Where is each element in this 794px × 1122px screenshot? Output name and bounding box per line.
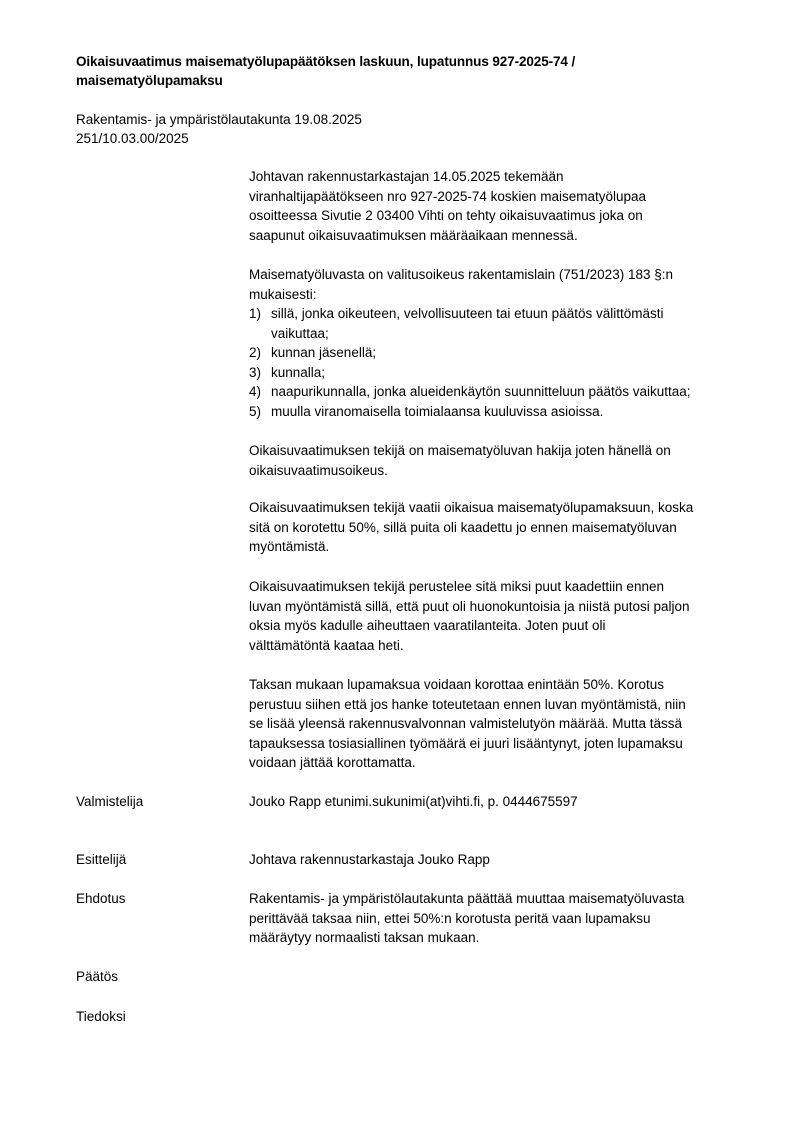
paragraph-claim xyxy=(249,498,749,557)
text-line: perustuu siihen että jos hanke toteutetaan ennen luvan myöntämistä, niin xyxy=(249,696,686,712)
list-item xyxy=(249,363,749,383)
list-number: 1) xyxy=(249,306,262,321)
proposal-label: Ehdotus xyxy=(76,891,126,906)
paragraph-justification xyxy=(249,577,749,655)
list-item xyxy=(249,324,749,344)
board-date-line: Rakentamis- ja ympäristölautakunta 19.08.2025 xyxy=(76,112,362,127)
text-line: luvan myöntämistä sillä, että puut oli huonokuntoisia ja niistä putosi paljon xyxy=(249,598,690,614)
list-text: kunnalla; xyxy=(271,364,326,380)
text-line: Maisematyöluvasta on valitusoikeus rakentamislain (751/2023) 183 §:n xyxy=(249,267,673,282)
presenter-value: Johtava rakennustarkastaja Jouko Rapp xyxy=(249,852,490,867)
text-line: määräytyy normaalisti taksan mukaan. xyxy=(249,930,480,945)
text-line: oksia myös kadulle aiheuttaen vaaratilanteita. Joten puut oli xyxy=(249,618,606,633)
list-item xyxy=(249,343,749,363)
paragraph-background xyxy=(249,167,749,245)
for-information-label: Tiedoksi xyxy=(76,1009,126,1024)
text-line: viranhaltijapäätökseen nro 927-2025-74 koskien maisematyölupaa xyxy=(249,188,646,204)
list-text: vaikuttaa; xyxy=(271,325,329,341)
meeting-meta xyxy=(76,110,362,148)
proposal-value xyxy=(249,889,684,948)
list-text: naapurikunnalla, jonka alueidenkäytön suunnitteluun päätös vaikuttaa; xyxy=(271,384,691,399)
list-item xyxy=(249,304,749,324)
text-line: mukaisesti: xyxy=(249,286,317,302)
text-line: voidaan jättää korottamatta. xyxy=(249,755,416,770)
text-line: tapauksessa tosiasiallinen työmäärä ei juuri lisääntynyt, joten lupamaksu xyxy=(249,735,683,751)
list-text: muulla viranomaisella toimialaansa kuuluvissa asioissa. xyxy=(271,403,604,419)
list-item xyxy=(249,402,749,422)
list-number: 2) xyxy=(249,345,262,360)
text-line: Oikaisuvaatimuksen tekijä on maisematyöluvan hakija joten hänellä on xyxy=(249,443,671,458)
title-line-2: maisematyölupamaksu xyxy=(76,73,223,88)
preparer-label: Valmistelija xyxy=(76,794,144,809)
text-line: Oikaisuvaatimuksen tekijä perustelee sitä miksi puut kaadettiin ennen xyxy=(249,579,664,594)
decision-label: Päätös xyxy=(76,969,119,984)
text-line: välttämätöntä kaataa heti. xyxy=(249,637,404,653)
presenter-label: Esittelijä xyxy=(76,852,127,867)
diary-number: 251/10.03.00/2025 xyxy=(76,131,189,146)
list-number: 4) xyxy=(249,384,262,399)
list-text: kunnan jäsenellä; xyxy=(271,345,377,360)
text-line: osoitteessa Sivutie 2 03400 Vihti on tehty oikaisuvaatimus joka on xyxy=(249,208,643,223)
text-line: Johtavan rakennustarkastajan 14.05.2025 tekemään xyxy=(249,169,564,184)
text-line: oikaisuvaatimusoikeus. xyxy=(249,462,388,478)
text-line: saapunut oikaisuvaatimuksen määräaikaan mennessä. xyxy=(249,227,578,243)
text-line: Taksan mukaan lupamaksua voidaan korottaa enintään 50%. Korotus xyxy=(249,677,665,692)
preparer-value: Jouko Rapp etunimi.sukunimi(at)vihti.fi, p. 0444675597 xyxy=(249,794,578,809)
text-line: Rakentamis- ja ympäristölautakunta päättää muuttaa maisematyöluvasta xyxy=(249,891,685,906)
paragraph-appeal-rights xyxy=(249,265,749,421)
text-line: perittävää taksaa niin, ettei 50%:n korotusta peritä vaan lupamaksu xyxy=(249,910,651,926)
text-line: Oikaisuvaatimuksen tekijä vaatii oikaisua maisematyölupamaksuun, koska xyxy=(249,500,694,515)
paragraph-fee-rules xyxy=(249,675,749,773)
text-line: sitä on korotettu 50%, sillä puita oli kaadettu jo ennen maisematyöluvan xyxy=(249,519,677,535)
list-number: 5) xyxy=(249,403,262,419)
title-line-1: Oikaisuvaatimus maisematyölupapäätöksen laskuun, lupatunnus 927-2025-74 / xyxy=(76,54,576,69)
list-text: sillä, jonka oikeuteen, velvollisuuteen tai etuun päätös välittömästi xyxy=(271,306,664,321)
list-item xyxy=(249,382,749,402)
text-line: myöntämistä. xyxy=(249,539,330,554)
document-title xyxy=(76,52,696,90)
paragraph-appellant-status xyxy=(249,441,749,480)
list-number: 3) xyxy=(249,364,262,380)
text-line: se lisää yleensä rakennusvalvonnan valmistelutyön määrää. Mutta tässä xyxy=(249,716,682,731)
